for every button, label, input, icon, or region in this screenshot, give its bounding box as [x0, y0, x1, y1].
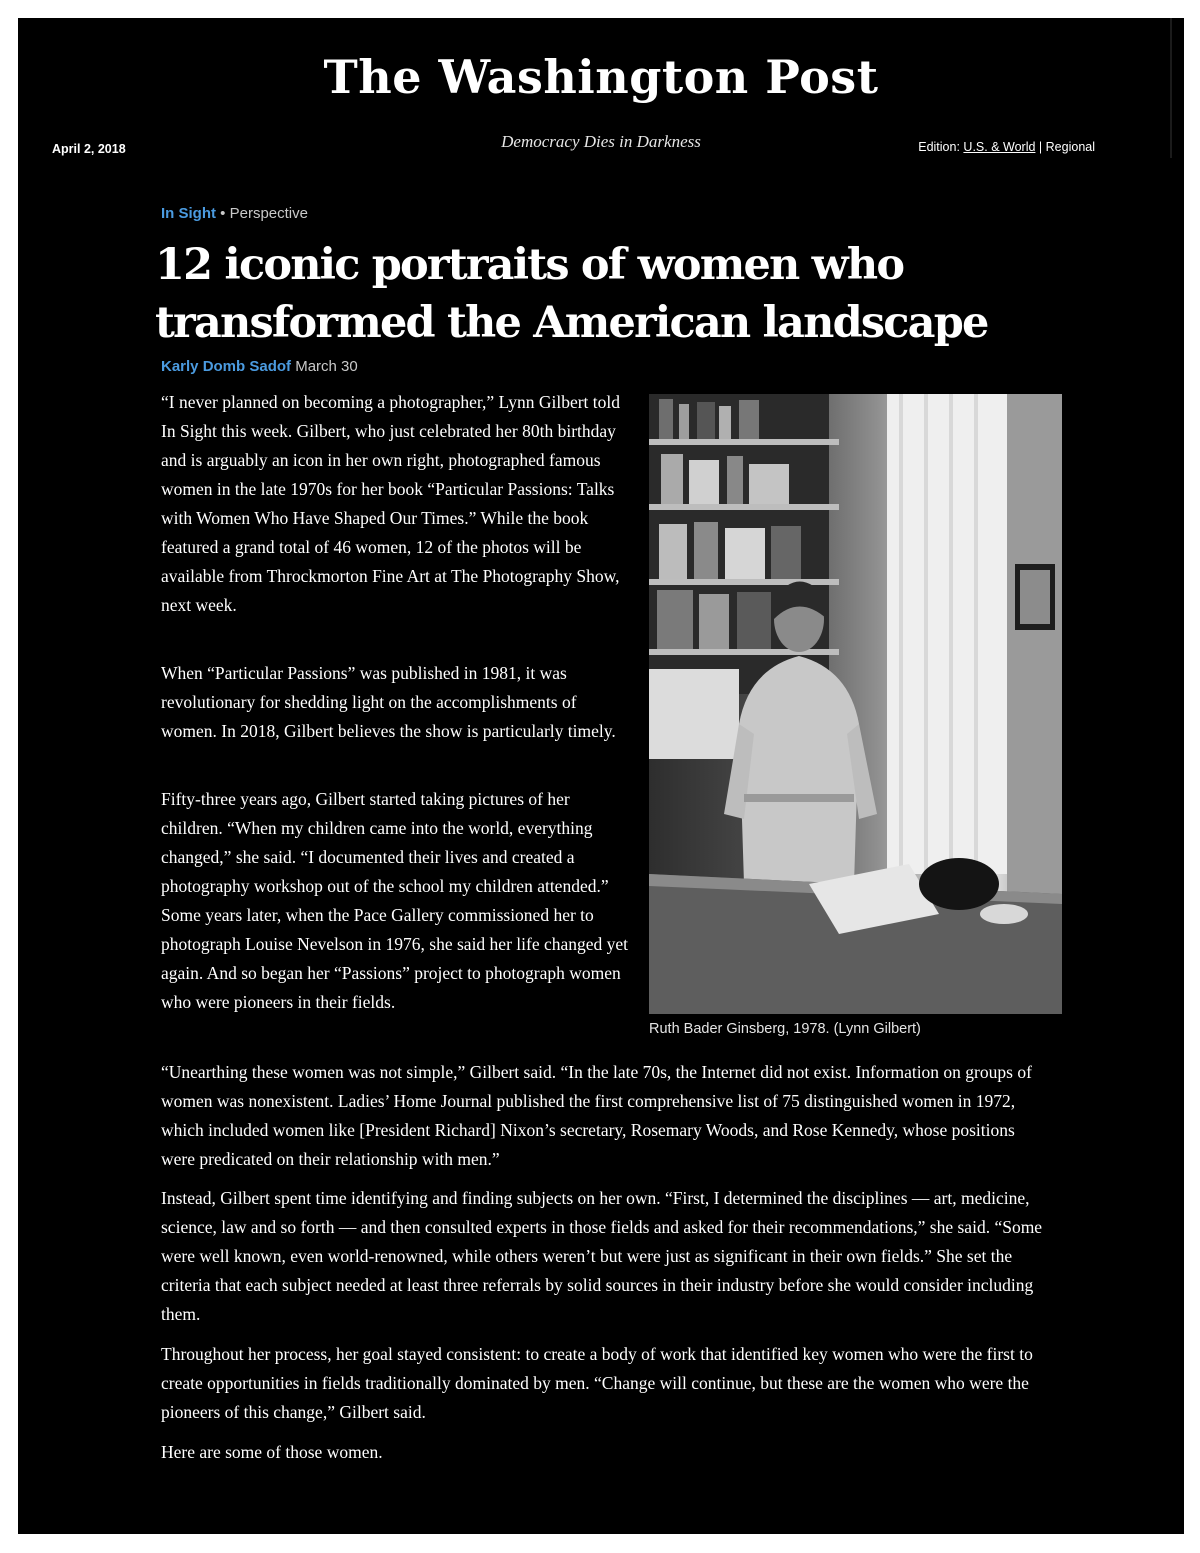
author-link[interactable]: Karly Domb Sadof — [161, 358, 292, 375]
edition-separator: | — [1038, 140, 1043, 154]
masthead-logo[interactable]: The Washington Post — [323, 50, 879, 104]
article-paragraph: Fifty-three years ago, Gilbert started taking pictures of her children. “When my children came into the world, everything changed,” she said. “I documented their lives and created a photography workshop out of the school my children attended.” Some years later, when the Pace Gallery commissioned her to photograph Louise Nevelson in 1976, she said her life changed yet again. And so began her “Passions” project to photograph women who were pioneers in their fields. — [161, 789, 629, 1012]
kicker-type: Perspective — [229, 205, 308, 222]
article-paragraph: “Unearthing these women was not simple,” Gilbert said. “In the late 70s, the Internet did not exist. Information on groups of women was nonexistent. Ladies’ Home Journal published the first comprehensive list of 75 distinguished women in 1972, which included women like [President Richard] Nixon’s secretary, Rosemary Woods, and Rose Kennedy, whose positions were predicated on their relationship with men.” — [161, 1062, 1032, 1169]
section-link[interactable]: In Sight — [161, 205, 216, 222]
photo-caption: Ruth Bader Ginsberg, 1978. (Lynn Gilbert) — [649, 1021, 921, 1037]
article-headline: 12 iconic portraits of women who transformed the American landscape — [155, 240, 988, 348]
byline — [161, 358, 358, 375]
article-paragraph: When “Particular Passions” was published in 1981, it was revolutionary for shedding light on the accomplishments of women. In 2018, Gilbert believes the show is particularly timely. — [161, 663, 616, 741]
publish-date: March 30 — [295, 358, 358, 375]
article-photo — [649, 394, 1062, 1014]
edition-regional-link[interactable]: Regional — [1045, 140, 1095, 154]
masthead-tagline: Democracy Dies in Darkness — [501, 132, 701, 151]
article-paragraph: “I never planned on becoming a photographer,” Lynn Gilbert told In Sight this week. Gilbert, who just celebrated her 80th birthday and is arguably an icon in her own right, photographed famous women in the late 1970s for her book “Particular Passions: Talks with Women Who Have Shaped Our Times.” While the book featured a grand total of 46 women, 12 of the photos will be available from Throckmorton Fine Art at The Photography Show, next week. — [161, 392, 621, 615]
article-kicker — [161, 205, 308, 222]
edition-selector — [918, 140, 1095, 154]
photo-illustration — [649, 394, 1062, 1014]
article-paragraph: Here are some of those women. — [161, 1442, 383, 1462]
issue-date: April 2, 2018 — [52, 142, 126, 156]
edition-us-world-link[interactable]: U.S. & World — [963, 140, 1036, 154]
article-paragraph: Instead, Gilbert spent time identifying and finding subjects on her own. “First, I determined the disciplines — art, medicine, science, law and so forth — and then consulted experts in those fields and asked for their recommendations,” she said. “Some were well known, even world-renowned, while others weren’t but were just as significant in their own fields.” She set the criteria that each subject needed at least three referrals by solid sources in their industry before she would consider including them. — [161, 1188, 1043, 1324]
kicker-separator: • — [220, 205, 226, 222]
edition-label: Edition: — [918, 140, 960, 154]
article-page — [18, 18, 1184, 1534]
article-paragraph: Throughout her process, her goal stayed consistent: to create a body of work that identified key women who were the first to create opportunities in fields traditionally dominated by men. “Change will continue, but these are the women who were the pioneers of this change,” Gilbert said. — [161, 1344, 1033, 1422]
